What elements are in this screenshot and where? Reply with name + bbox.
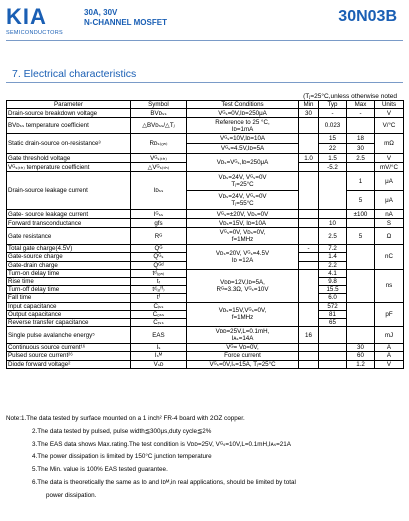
product-rating: 30A, 30V	[84, 8, 118, 17]
typ-cell: 15	[319, 134, 347, 144]
symbol-cell: Rᴅₛ₍ₒₙ₎	[131, 134, 187, 154]
parameter-cell: Turn-off delay time	[7, 286, 131, 294]
max-cell	[347, 245, 375, 270]
table-row	[7, 210, 404, 219]
symbol-cell: Vᴳₛ₍ₜₕ₎	[131, 154, 187, 163]
typ-cell: 4.1	[319, 269, 347, 277]
typ-cell: -5.2	[319, 163, 347, 172]
symbol-cell: tᵈ₍ₒₙ₎	[131, 269, 187, 277]
unit-cell: ns	[375, 269, 404, 302]
typ-cell: -	[319, 109, 347, 118]
table-row	[7, 219, 404, 228]
table-row	[7, 134, 404, 144]
max-cell: 30	[347, 344, 375, 352]
product-type: N-CHANNEL MOSFET	[84, 18, 167, 27]
symbol-cell: Iᴳₛₛ	[131, 210, 187, 219]
table-row	[7, 344, 404, 352]
typ-cell	[319, 360, 347, 368]
condition-cell: Vᴳₛ=±20V, Vᴅₛ=0V	[187, 210, 299, 219]
symbol-cell: Cᵢₛₛ	[131, 302, 187, 310]
section-divider	[6, 82, 403, 83]
typ-cell: 9.8	[319, 278, 347, 286]
min-cell	[299, 269, 319, 302]
table-row	[7, 360, 404, 368]
footnote: 4.The power dissipation is limited by 150°C junction temperature	[32, 453, 212, 461]
column-header: Typ	[319, 101, 347, 109]
typ-cell	[319, 352, 347, 360]
min-cell	[299, 118, 319, 134]
max-cell: 5	[347, 228, 375, 245]
condition-line: Vᴅᴅ=12V,Iᴅ=5A,	[220, 278, 265, 286]
symbol-cell: Iₛᴹ	[131, 352, 187, 360]
table-header-row	[7, 101, 404, 109]
condition-cell: Force current	[187, 352, 299, 360]
table-row	[7, 118, 404, 134]
max-cell	[347, 302, 375, 327]
parameter-cell: Vᴳₛ₍ₜₕ₎ temperature coefficient	[7, 163, 131, 172]
max-cell	[347, 269, 375, 302]
footnote: 5.The Min. value is 100% EAS tested guarantee.	[32, 466, 168, 474]
max-cell	[347, 163, 375, 172]
footnotes	[6, 413, 406, 503]
max-cell: -	[347, 109, 375, 118]
min-cell	[299, 210, 319, 219]
parameter-cell: Gate-drain charge	[7, 261, 131, 269]
unit-cell: mΩ	[375, 134, 404, 154]
table-row	[7, 154, 404, 163]
part-number: 30N03B	[338, 8, 397, 25]
symbol-cell: gfs	[131, 219, 187, 228]
footnote-continuation: power dissipation.	[46, 491, 97, 499]
min-cell	[299, 172, 319, 210]
condition-line: Vᴳₛ=0V, Vᴅₛ=0V,	[219, 229, 266, 236]
symbol-cell: Vₛᴅ	[131, 360, 187, 368]
symbol-cell: BVᴅₛₛ	[131, 109, 187, 118]
footnote: Note:1.The data tested by surface mounted on a 1 inch² FR-4 board with 2OZ copper.	[6, 415, 245, 422]
column-header: Max	[347, 101, 375, 109]
unit-cell: nC	[375, 245, 404, 270]
typ-cell: 10	[319, 219, 347, 228]
footnote: 3.The EAS data shows Max.rating.The test condition is Vᴅᴅ=25V, Vᴳₛ=10V,L=0.1mH,Iᴀₛ=21A	[32, 440, 291, 448]
parameter-cell: Rise time	[7, 278, 131, 286]
max-cell	[347, 327, 375, 344]
max-cell: ±100	[347, 210, 375, 219]
condition-line: Iᴅ =12A	[231, 257, 254, 264]
condition-cell	[187, 228, 299, 245]
typ-cell: 22	[319, 144, 347, 154]
symbol-cell: tᶠ	[131, 294, 187, 302]
min-cell	[299, 219, 319, 228]
max-cell	[347, 118, 375, 134]
condition-cell	[187, 191, 299, 210]
symbol-cell: △Vᴳₛ₍ₜₕ₎	[131, 163, 187, 172]
max-cell	[347, 219, 375, 228]
parameter-cell: Continuous source current¹⁶	[7, 344, 131, 352]
symbol-cell: tᵣ	[131, 278, 187, 286]
unit-cell: V	[375, 109, 404, 118]
typ-cell: 572	[319, 302, 347, 310]
section-title: 7. Electrical characteristics	[12, 68, 137, 80]
min-cell	[299, 228, 319, 245]
symbol-cell: Qᴳᵈ	[131, 261, 187, 269]
footnote: 6.The data is theoretically the same as Iᴅ and Iᴅᴹ,in real applications, should be limited by total	[32, 478, 296, 486]
min-cell	[299, 163, 319, 172]
symbol-cell: tᵈ₍ₒᶠᶠ₎	[131, 286, 187, 294]
symbol-cell: Cᵣₛₛ	[131, 319, 187, 327]
table-row	[7, 228, 404, 245]
symbol-cell: △BVᴅₛₛ/△Tⱼ	[131, 118, 187, 134]
column-header: Symbol	[131, 101, 187, 109]
typ-cell: 65	[319, 319, 347, 327]
parameter-cell: Gate threshold voltage	[7, 154, 131, 163]
product-subtitle	[84, 8, 167, 28]
parameter-cell: Drain-source leakage current	[7, 172, 131, 210]
condition-cell	[187, 302, 299, 327]
company-logo-subtitle: SEMICONDUCTORS	[6, 30, 63, 36]
condition-cell	[187, 245, 299, 270]
symbol-cell: Cₒₛₛ	[131, 310, 187, 318]
condition-cell	[187, 118, 299, 134]
footnote: 2.The data tested by pulsed, pulse width≦300μs,duty cycle≦2%	[32, 427, 212, 435]
parameter-cell: Input capacitance	[7, 302, 131, 310]
table-row	[7, 327, 404, 344]
min-cell	[299, 360, 319, 368]
min-cell	[299, 352, 319, 360]
parameter-cell: Gate- source leakage current	[7, 210, 131, 219]
page-header	[0, 0, 409, 50]
unit-cell: S	[375, 219, 404, 228]
company-logo: KIA	[6, 4, 47, 29]
unit-cell: V	[375, 154, 404, 163]
table-row	[7, 109, 404, 118]
unit-cell: A	[375, 344, 404, 352]
column-header: Parameter	[7, 101, 131, 109]
condition-line: Vᴅₛ=20V, Vᴳₛ=4.5V	[215, 249, 270, 257]
condition-line: Rᴳ=3.3Ω, Vᴳₛ=10V	[216, 285, 269, 293]
typ-cell: 0.023	[319, 118, 347, 134]
condition-cell	[187, 269, 299, 302]
test-condition-note: (Tⱼ=25°C,unless otherwise noted	[303, 93, 397, 100]
unit-cell: nA	[375, 210, 404, 219]
parameter-cell: Single pulse avalanche energy⁵	[7, 327, 131, 344]
condition-cell: Vᴅₛ=Vᴳₛ,Iᴅ=250μA	[187, 154, 299, 172]
condition-line: Vᴅₛ=24V, Vᴳₛ=0V	[218, 193, 267, 200]
max-cell: 5	[347, 191, 375, 210]
typ-cell: 2.2	[319, 261, 347, 269]
parameter-cell: Static drain-source on-resistance³	[7, 134, 131, 154]
symbol-cell: Qᴳₛ	[131, 253, 187, 261]
max-cell: 30	[347, 144, 375, 154]
column-header: Min	[299, 101, 319, 109]
parameter-cell: Pulsed source current²⁶	[7, 352, 131, 360]
min-cell: 16	[299, 327, 319, 344]
max-cell: 18	[347, 134, 375, 144]
symbol-cell: Qᴳ	[131, 245, 187, 253]
max-cell: 1.2	[347, 360, 375, 368]
condition-line: Vᴅᴅ=25V,L=0.1mH,	[215, 328, 270, 336]
electrical-characteristics-table	[6, 100, 404, 369]
parameter-cell: Forward transconductance	[7, 219, 131, 228]
max-cell: 1	[347, 172, 375, 191]
min-cell	[299, 261, 319, 269]
min-cell: 30	[299, 109, 319, 118]
typ-cell: 1.4	[319, 253, 347, 261]
parameter-cell: Turn-on delay time	[7, 269, 131, 277]
min-cell: 1.0	[299, 154, 319, 163]
parameter-cell: Total gate charge(4.5V)	[7, 245, 131, 253]
max-cell: 2.5	[347, 154, 375, 163]
typ-cell	[319, 172, 347, 210]
unit-cell: V/°C	[375, 118, 404, 134]
table-row	[7, 352, 404, 360]
condition-line: Reference to 25 °C,	[215, 118, 270, 126]
typ-cell: 1.5	[319, 154, 347, 163]
typ-cell: 2.5	[319, 228, 347, 245]
condition-cell	[187, 172, 299, 191]
min-cell: -	[299, 245, 319, 253]
typ-cell: 15.5	[319, 286, 347, 294]
min-cell	[299, 302, 319, 327]
unit-cell: A	[375, 352, 404, 360]
symbol-cell: Iₛ	[131, 344, 187, 352]
condition-line: Iᴀₛ=14A	[231, 335, 254, 343]
condition-cell	[187, 327, 299, 344]
table-row	[7, 172, 404, 191]
unit-cell: μA	[375, 172, 404, 191]
typ-cell	[319, 327, 347, 344]
typ-cell	[319, 210, 347, 219]
table-row	[7, 302, 404, 310]
condition-line: Tⱼ=25°C	[231, 181, 254, 189]
condition-cell: Vᴳₛ=4.5V,Iᴅ=5A	[187, 144, 299, 154]
symbol-cell: Rᴳ	[131, 228, 187, 245]
condition-cell: Vᴳ= Vᴅ=0V,	[187, 344, 299, 352]
parameter-cell: Fall time	[7, 294, 131, 302]
condition-cell: Vᴳₛ=0V,Iᴅ=250μA	[187, 109, 299, 118]
min-cell	[299, 134, 319, 154]
unit-cell: V	[375, 360, 404, 368]
parameter-cell: Drain-source breakdown voltage	[7, 109, 131, 118]
max-cell: 60	[347, 352, 375, 360]
column-header: Units	[375, 101, 404, 109]
typ-cell: 7.2	[319, 245, 347, 253]
unit-cell: mV/°C	[375, 163, 404, 172]
unit-cell: mJ	[375, 327, 404, 344]
parameter-cell: Gate-source charge	[7, 253, 131, 261]
typ-cell: 81	[319, 310, 347, 318]
typ-cell	[319, 344, 347, 352]
parameter-cell: Reverse transfer capacitance	[7, 319, 131, 327]
unit-cell: Ω	[375, 228, 404, 245]
condition-line: f=1MHz	[231, 314, 254, 322]
parameter-cell: Output capacitance	[7, 310, 131, 318]
unit-cell: pF	[375, 302, 404, 327]
parameter-cell: BVᴅₛₛ temperature coefficient	[7, 118, 131, 134]
condition-line: f=1MHz	[231, 236, 254, 244]
condition-cell: Vᴳₛ=10V,Iᴅ=10A	[187, 134, 299, 144]
symbol-cell: EAS	[131, 327, 187, 344]
condition-line: Vᴅₛ=15V,Vᴳₛ=0V,	[218, 307, 267, 315]
symbol-cell: Iᴅₛₛ	[131, 172, 187, 210]
parameter-cell: Gate resistance	[7, 228, 131, 245]
table-row	[7, 269, 404, 277]
condition-line: Vᴅₛ=24V, Vᴳₛ=0V	[218, 174, 267, 181]
parameter-cell: Diode forward voltage²	[7, 360, 131, 368]
table-row	[7, 245, 404, 253]
header-divider	[6, 40, 403, 41]
typ-cell: 6.0	[319, 294, 347, 302]
unit-cell: μA	[375, 191, 404, 210]
condition-line: Iᴅ=1mA	[231, 125, 254, 133]
condition-cell: Vᴳₛ=0V,Iₛ=15A, Tⱼ=25°C	[187, 360, 299, 368]
column-header: Test Conditions	[187, 101, 299, 109]
condition-line: Tⱼ=55°C	[231, 200, 254, 208]
condition-cell: Vᴅₛ=15V, Iᴅ=10A	[187, 219, 299, 228]
min-cell	[299, 344, 319, 352]
min-cell	[299, 253, 319, 261]
